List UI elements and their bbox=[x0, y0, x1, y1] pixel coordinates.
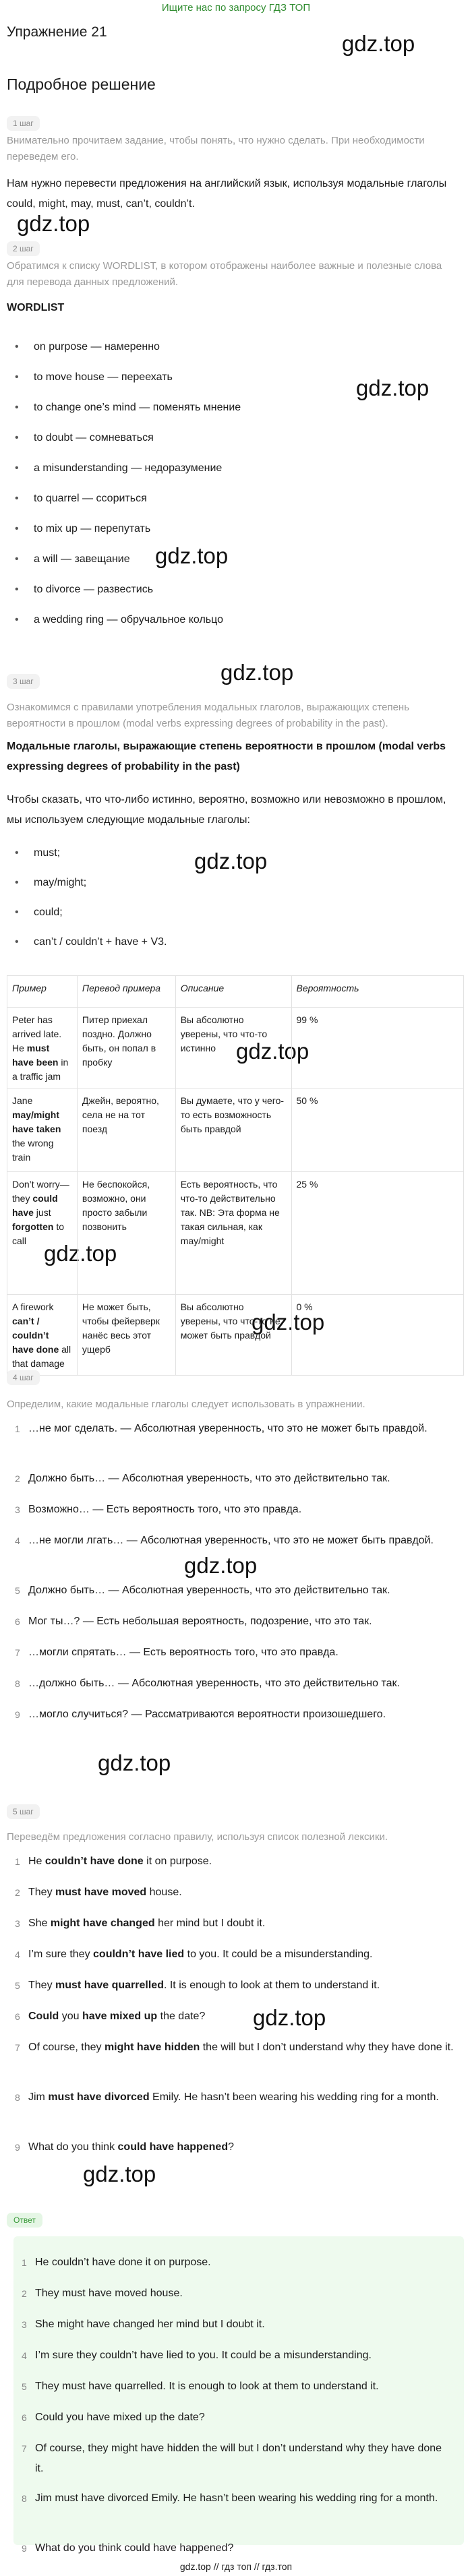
list-item: 4 I’m sure they couldn’t have lied to you. It could be a misunderstanding. bbox=[22, 2350, 372, 2361]
rule-text: Чтобы сказать, что что-либо истинно, вероятно, возможно или невозможно в прошлом, мы используем следующие модальные глаголы: bbox=[7, 794, 446, 826]
list-item: 9 …могло случиться? — Рассматриваются вероятности произошедшего. bbox=[15, 1709, 386, 1720]
translation-cell: Питер приехал поздно. Должно быть, он попал в пробку bbox=[77, 1008, 175, 1088]
translation-cell: Джейн, вероятно, села не на тот поезд bbox=[77, 1088, 175, 1172]
list-item: 1 He couldn’t have done it on purpose. bbox=[22, 2257, 211, 2268]
list-item: 7 Of course, they might have hidden the will but I don’t understand why they have done it. bbox=[22, 2443, 442, 2474]
column-header: Перевод примера bbox=[77, 976, 175, 1008]
list-item: 2 Должно быть… — Абсолютная уверенность, что это действительно так. bbox=[15, 1473, 390, 1484]
column-header: Описание bbox=[175, 976, 291, 1008]
list-item: 9 What do you think could have happened? bbox=[15, 2141, 235, 2153]
example-cell: A firework can’t / couldn’t have done all that damage bbox=[7, 1295, 78, 1376]
list-item: • to change one’s mind — поменять мнение bbox=[7, 398, 459, 428]
watermark: gdz.top bbox=[342, 31, 415, 56]
step-description: Внимательно прочитаем задание, чтобы понять, что нужно сделать. При необходимости переведем его. bbox=[7, 135, 425, 162]
modal-verbs-list bbox=[7, 843, 459, 962]
rule-heading: Модальные глаголы, выражающие степень вероятности в прошлом (modal verbs expressing degrees of probability in the past) bbox=[7, 741, 446, 772]
watermark: gdz.top bbox=[98, 1750, 171, 1775]
probability-table bbox=[7, 975, 464, 1376]
list-item: • a wedding ring — обручальное кольцо bbox=[7, 610, 459, 640]
translation-list bbox=[7, 1851, 459, 2168]
step-badge: 5 шаг bbox=[7, 1804, 40, 1819]
watermark: gdz.top bbox=[236, 1039, 309, 1064]
list-item: • to doubt — сомневаться bbox=[7, 428, 459, 458]
list-item: 7 …могли спрятать… — Есть вероятность того, что это правда. bbox=[15, 1647, 338, 1658]
list-item: 4 …не могли лгать… — Абсолютная уверенность, что это не может быть правдой. bbox=[15, 1535, 434, 1546]
list-item: • to divorce — развестись bbox=[7, 580, 459, 610]
list-item: 5 They must have quarrelled. It is enough to look at them to understand it. bbox=[15, 1980, 380, 1991]
footer-links[interactable]: gdz.top // гдз топ // гдз.топ bbox=[179, 2561, 293, 2572]
list-item: 2 They must have moved house. bbox=[15, 1887, 182, 1898]
step-description: Ознакомимся с правилами употребления модальных глаголов, выражающих степень вероятности в прошлом (modal verbs expressing degrees of probability in the past). bbox=[7, 702, 410, 729]
watermark: gdz.top bbox=[253, 2005, 326, 2030]
example-cell: Peter has arrived late. He must have been in a traffic jam bbox=[7, 1008, 78, 1088]
list-item: 2 They must have moved house. bbox=[22, 2288, 183, 2299]
description-cell: Вы абсолютно уверены, что что-то не может быть правдой bbox=[175, 1295, 291, 1376]
list-item: 4 I’m sure they couldn’t have lied to you. It could be a misunderstanding. bbox=[15, 1949, 373, 1960]
translation-cell: Не беспокойся, возможно, они просто забыли позвонить bbox=[77, 1172, 175, 1295]
step-badge: 1 шаг bbox=[7, 116, 40, 131]
list-item: 9 What do you think could have happened? bbox=[22, 2542, 234, 2554]
page-title: Упражнение 21 bbox=[7, 24, 107, 40]
table-header-row bbox=[7, 976, 464, 1008]
modal-analysis-list bbox=[7, 1419, 459, 1736]
watermark: gdz.top bbox=[44, 1241, 117, 1266]
list-item: 5 They must have quarrelled. It is enough to look at them to understand it. bbox=[22, 2381, 379, 2392]
answer-box bbox=[13, 2236, 464, 2554]
step-badge: 4 шаг bbox=[7, 1370, 40, 1385]
list-item: 6 Could you have mixed up the date? bbox=[22, 2412, 205, 2423]
answer-list bbox=[13, 2252, 452, 2569]
step-description: Обратимся к списку WORDLIST, в котором отображены наиболее важные и полезные слова для перевода данных предложений. bbox=[7, 260, 442, 288]
description-cell: Есть вероятность, что что-то действительно так. NB: Эта форма не такая сильная, как may/might bbox=[175, 1172, 291, 1295]
list-item: 6 Could you have mixed up the date? bbox=[15, 2011, 206, 2022]
probability-cell: 50 % bbox=[291, 1088, 464, 1172]
watermark: gdz.top bbox=[17, 211, 90, 236]
list-item: 1 …не мог сделать. — Абсолютная уверенность, что это не может быть правдой. bbox=[15, 1423, 427, 1434]
column-header: Вероятность bbox=[291, 976, 464, 1008]
list-item: 7 Of course, they might have hidden the will but I don’t understand why they have done it. bbox=[15, 2042, 454, 2053]
list-item: 3 Возможно… — Есть вероятность того, что это правда. bbox=[15, 1504, 302, 1515]
list-item: 5 Должно быть… — Абсолютная уверенность, что это действительно так. bbox=[15, 1585, 390, 1596]
watermark: gdz.top bbox=[184, 1553, 258, 1578]
list-item: • a will — завещание bbox=[7, 549, 459, 580]
watermark: gdz.top bbox=[252, 1310, 325, 1335]
list-item: • to move house — переехать bbox=[7, 367, 459, 398]
watermark: gdz.top bbox=[220, 660, 294, 685]
example-cell: Don’t worry—they could have just forgotten to call bbox=[7, 1172, 78, 1295]
step-badge: 2 шаг bbox=[7, 241, 40, 256]
table-row bbox=[7, 1172, 464, 1295]
wordlist-heading: WORDLIST bbox=[7, 302, 65, 313]
list-item: 8 Jim must have divorced Emily. He hasn’t been wearing his wedding ring for a month. bbox=[22, 2492, 438, 2504]
list-item: • must; bbox=[7, 843, 459, 873]
list-item: 6 Мог ты…? — Есть небольшая вероятность, подозрение, что это так. bbox=[15, 1616, 372, 1627]
table-row bbox=[7, 1008, 464, 1088]
list-item: • on purpose — намеренно bbox=[7, 337, 459, 367]
step-description: Переведём предложения согласно правилу, используя список полезной лексики. bbox=[7, 1831, 388, 1843]
list-item: • to mix up — перепутать bbox=[7, 519, 459, 549]
watermark: gdz.top bbox=[194, 849, 268, 873]
top-banner[interactable]: Ищите нас по запросу ГДЗ ТОП bbox=[161, 2, 311, 13]
probability-cell: 99 % bbox=[291, 1008, 464, 1088]
watermark: gdz.top bbox=[83, 2161, 156, 2186]
section-title: Подробное решение bbox=[7, 75, 156, 93]
table-row bbox=[7, 1088, 464, 1172]
list-item: • can’t / couldn’t + have + V3. bbox=[7, 932, 459, 962]
list-item: 1 He couldn’t have done it on purpose. bbox=[15, 1856, 212, 1867]
list-item: • may/might; bbox=[7, 873, 459, 902]
example-cell: Jane may/might have taken the wrong train bbox=[7, 1088, 78, 1172]
watermark: gdz.top bbox=[155, 543, 229, 568]
probability-cell: 25 % bbox=[291, 1172, 464, 1295]
list-item: • a misunderstanding — недоразумение bbox=[7, 458, 459, 489]
step-badge: 3 шаг bbox=[7, 674, 40, 689]
watermark: gdz.top bbox=[356, 375, 430, 400]
column-header: Пример bbox=[7, 976, 78, 1008]
translation-cell: Не может быть, чтобы фейерверк нанёс весь этот ущерб bbox=[77, 1295, 175, 1376]
answer-badge: Ответ bbox=[7, 2213, 42, 2228]
list-item: 3 She might have changed her mind but I doubt it. bbox=[15, 1918, 266, 1929]
description-cell: Вы думаете, что у чего-то есть возможность быть правдой bbox=[175, 1088, 291, 1172]
table-row bbox=[7, 1295, 464, 1376]
wordlist bbox=[7, 337, 459, 640]
list-item: 8 Jim must have divorced Emily. He hasn’t been wearing his wedding ring for a month. bbox=[15, 2091, 439, 2103]
list-item: • to quarrel — ссориться bbox=[7, 489, 459, 519]
list-item: • could; bbox=[7, 902, 459, 932]
list-item: 8 …должно быть… — Абсолютная уверенность, что это действительно так. bbox=[15, 1678, 400, 1689]
probability-cell: 0 % bbox=[291, 1295, 464, 1376]
step-description: Определим, какие модальные глаголы следует использовать в упражнении. bbox=[7, 1399, 365, 1410]
description-cell: Вы абсолютно уверены, что что-то истинно bbox=[175, 1008, 291, 1088]
task-text: Нам нужно перевести предложения на английский язык, используя модальные глаголы could, might, may, must, can’t, couldn’t. bbox=[7, 178, 447, 210]
list-item: 3 She might have changed her mind but I doubt it. bbox=[22, 2319, 265, 2330]
